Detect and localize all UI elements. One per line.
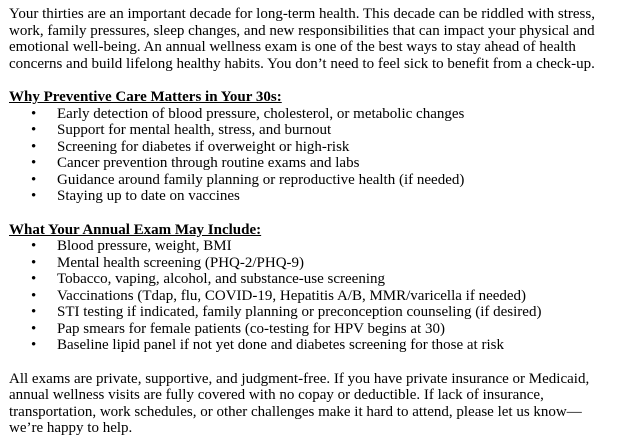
list-item-text: Support for mental health, stress, and burnout — [57, 122, 332, 138]
list-item — [9, 122, 614, 139]
list-item — [9, 188, 614, 205]
list-item-text: Guidance around family planning or reproductive health (if needed) — [57, 171, 465, 188]
bullet-icon: • — [31, 304, 37, 320]
list-item — [9, 288, 614, 305]
bullet-list — [9, 238, 614, 354]
bullet-icon: • — [31, 238, 37, 254]
list-item-text: Vaccinations (Tdap, flu, COVID-19, Hepatitis A/B, MMR/varicella if needed) — [57, 287, 527, 304]
section-exam-includes — [9, 222, 614, 354]
list-item — [9, 271, 614, 288]
list-item — [9, 337, 614, 354]
bullet-icon: • — [31, 287, 37, 304]
bullet-icon: • — [31, 271, 37, 287]
section-preventive-care — [9, 89, 614, 205]
list-item — [9, 321, 614, 338]
list-item-text: Early detection of blood pressure, cholesterol, or metabolic changes — [57, 105, 465, 122]
intro-paragraph: Your thirties are an important decade for long-term health. This decade can be riddled with stress, work, family pressures, sleep changes, and new responsibilities that can impact your physical and emotional well-being. An annual wellness exam is one of the best ways to stay ahead of health concerns and build lifelong healthy habits. You don’t need to feel sick to benefit from a check-up. — [9, 6, 595, 72]
section-heading: What Your Annual Exam May Include: — [9, 221, 262, 238]
list-item-text: Baseline lipid panel if not yet done and diabetes screening for those at risk — [57, 337, 504, 353]
list-item-text: Staying up to date on vaccines — [57, 188, 240, 204]
list-item — [9, 255, 614, 272]
section-heading: Why Preventive Care Matters in Your 30s: — [9, 89, 282, 105]
bullet-icon: • — [31, 254, 37, 271]
bullet-icon: • — [31, 188, 37, 204]
list-item — [9, 139, 614, 156]
bullet-icon: • — [31, 105, 37, 122]
closing-paragraph: All exams are private, supportive, and judgment-free. If you have private insurance or Medicaid, annual wellness visits are fully covered with no copay or deductible. If lack of insurance, transportation, work schedules, or other challenges make it hard to attend, please let us know—we’re happy to help. — [9, 370, 590, 436]
bullet-icon: • — [31, 155, 37, 171]
bullet-icon: • — [31, 122, 37, 138]
list-item-text: STI testing if indicated, family planning or preconception counseling (if desired) — [57, 304, 542, 320]
list-item — [9, 172, 614, 189]
list-item-text: Mental health screening (PHQ-2/PHQ-9) — [57, 254, 305, 271]
bullet-icon: • — [31, 320, 37, 337]
list-item — [9, 238, 614, 255]
list-item — [9, 155, 614, 172]
list-item-text: Blood pressure, weight, BMI — [57, 238, 232, 254]
list-item — [9, 106, 614, 123]
list-item-text: Pap smears for female patients (co-testing for HPV begins at 30) — [57, 320, 445, 337]
bullet-list — [9, 106, 614, 205]
bullet-icon: • — [31, 171, 37, 188]
list-item-text: Tobacco, vaping, alcohol, and substance-use screening — [57, 271, 386, 287]
list-item-text: Screening for diabetes if overweight or high-risk — [57, 138, 350, 155]
list-item — [9, 304, 614, 321]
bullet-icon: • — [31, 138, 37, 155]
list-item-text: Cancer prevention through routine exams and labs — [57, 155, 360, 171]
bullet-icon: • — [31, 337, 37, 353]
